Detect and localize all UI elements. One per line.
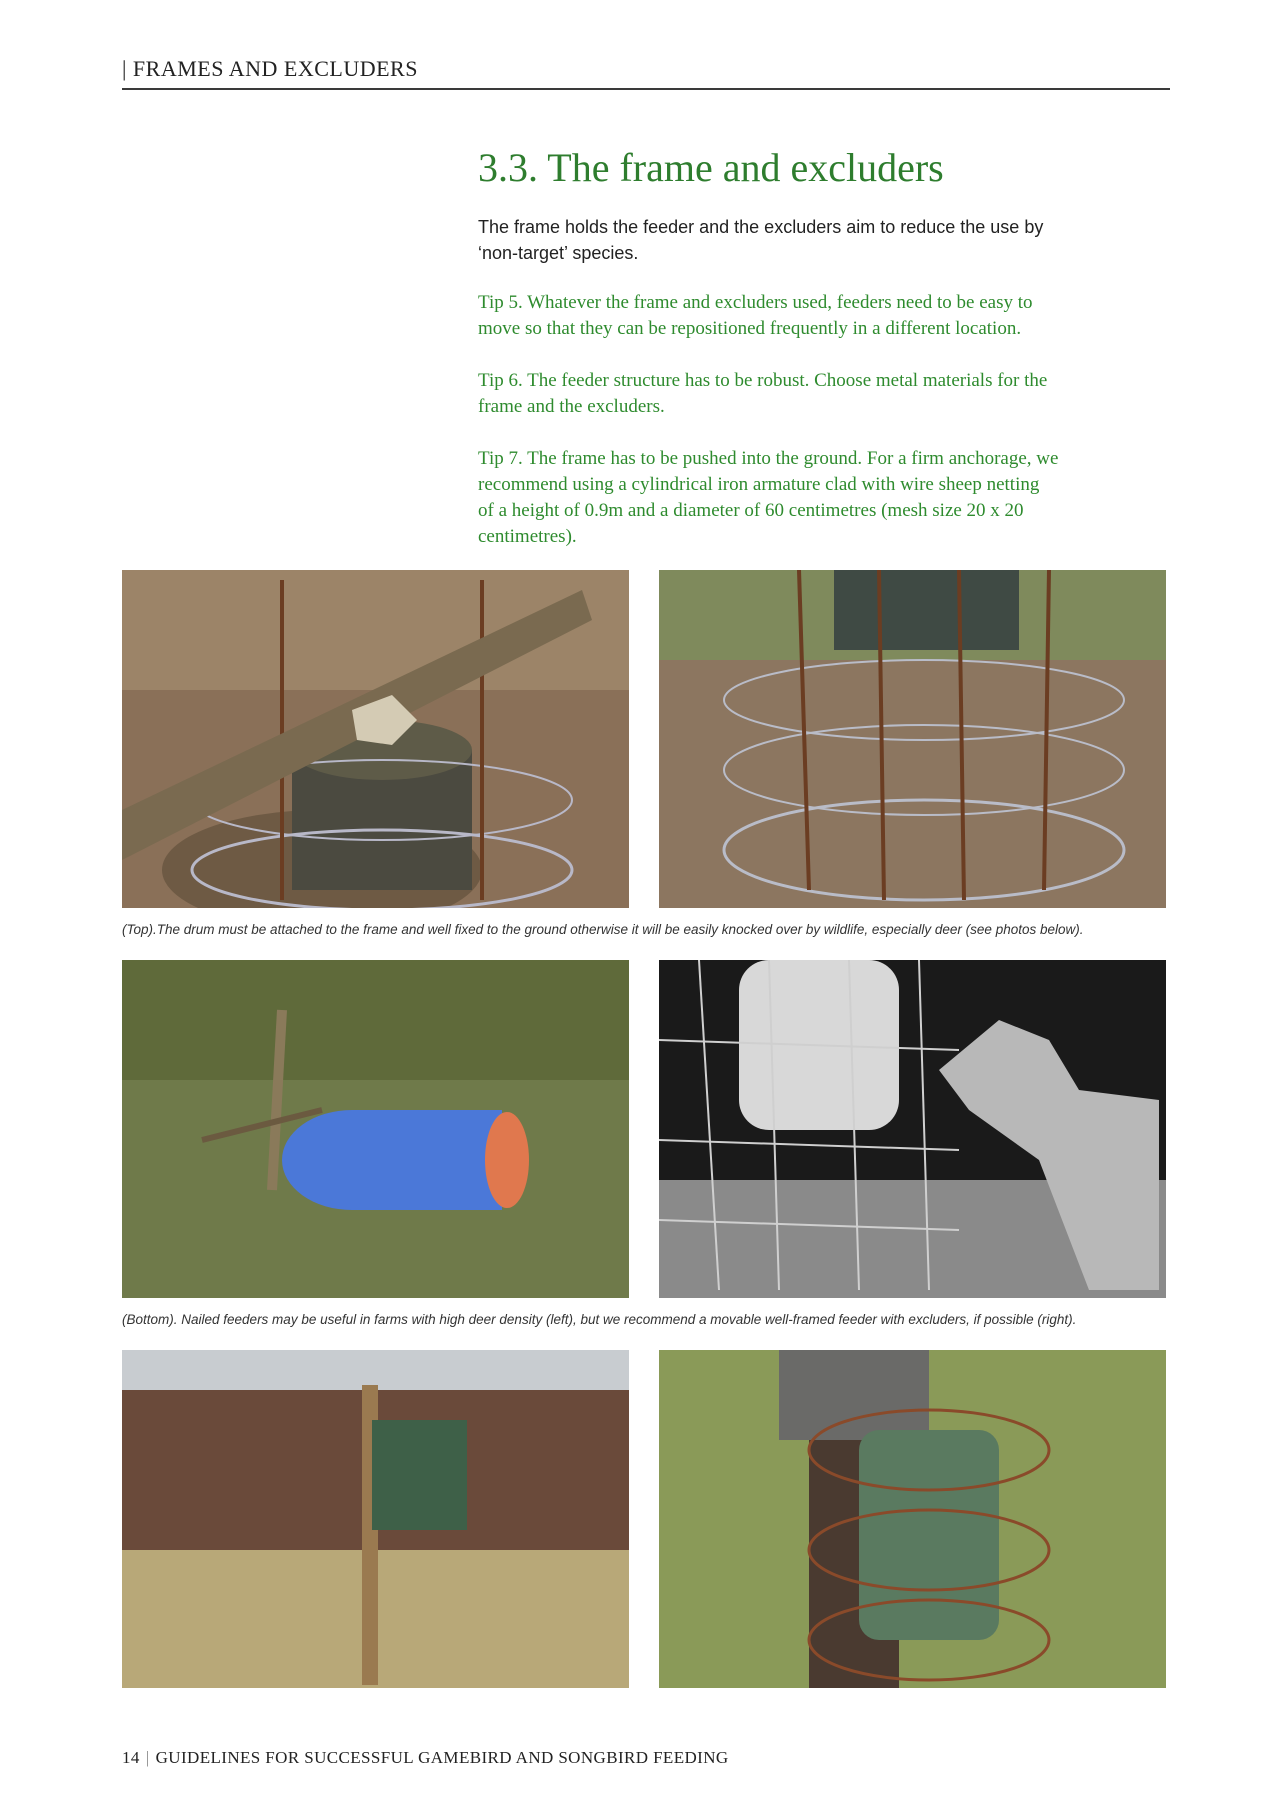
- footer-separator: |: [145, 1748, 150, 1767]
- photo-drum-on-frame-with-plank: [122, 570, 629, 908]
- photo-night-deer-at-feeder: [659, 960, 1166, 1298]
- publication-title: GUIDELINES FOR SUCCESSFUL GAMEBIRD AND SONGBIRD FEEDING: [155, 1748, 729, 1767]
- tip-6: [478, 368, 1178, 420]
- photo-caption-bottom: (Bottom). Nailed feeders may be useful in farms with high deer density (left), but we recommend a movable well-framed feeder with excluders, if possible (right).: [122, 1312, 1077, 1327]
- tip-line: move so that they can be repositioned frequently in a different location.: [478, 318, 1022, 339]
- photo-empty-frame-with-drum: [659, 570, 1166, 908]
- page-footer: [122, 1748, 729, 1768]
- tip-line: Tip 6. The feeder structure has to be robust. Choose metal materials for the: [478, 370, 1048, 391]
- photo-nailed-feeder-hedge: [122, 1350, 629, 1688]
- running-header: [122, 56, 1170, 90]
- tip-line: Tip 7. The frame has to be pushed into the ground. For a firm anchorage, we: [478, 448, 1059, 469]
- intro-line: ‘non-target’ species.: [478, 243, 639, 263]
- section-header-label: | FRAMES AND EXCLUDERS: [122, 56, 418, 81]
- tip-line: recommend using a cylindrical iron armature clad with wire sheep netting: [478, 474, 1040, 495]
- page-number: 14: [122, 1748, 140, 1767]
- tip-7: [478, 446, 1178, 550]
- photo-knocked-over-blue-drum: [122, 960, 629, 1298]
- tip-line: Tip 5. Whatever the frame and excluders used, feeders need to be easy to: [478, 292, 1033, 313]
- photo-person-carrying-framed-feeder: [659, 1350, 1166, 1688]
- tip-5: [478, 290, 1178, 342]
- section-title: 3.3. The frame and excluders: [478, 145, 944, 190]
- intro-paragraph: [478, 214, 1098, 266]
- tip-line: of a height of 0.9m and a diameter of 60 centimetres (mesh size 20 x 20: [478, 500, 1024, 521]
- intro-line: The frame holds the feeder and the excluders aim to reduce the use by: [478, 217, 1044, 237]
- tip-line: centimetres).: [478, 526, 577, 547]
- photo-caption-top: (Top).The drum must be attached to the frame and well fixed to the ground otherwise it will be easily knocked over by wildlife, especially deer (see photos below).: [122, 922, 1084, 937]
- tip-line: frame and the excluders.: [478, 396, 665, 417]
